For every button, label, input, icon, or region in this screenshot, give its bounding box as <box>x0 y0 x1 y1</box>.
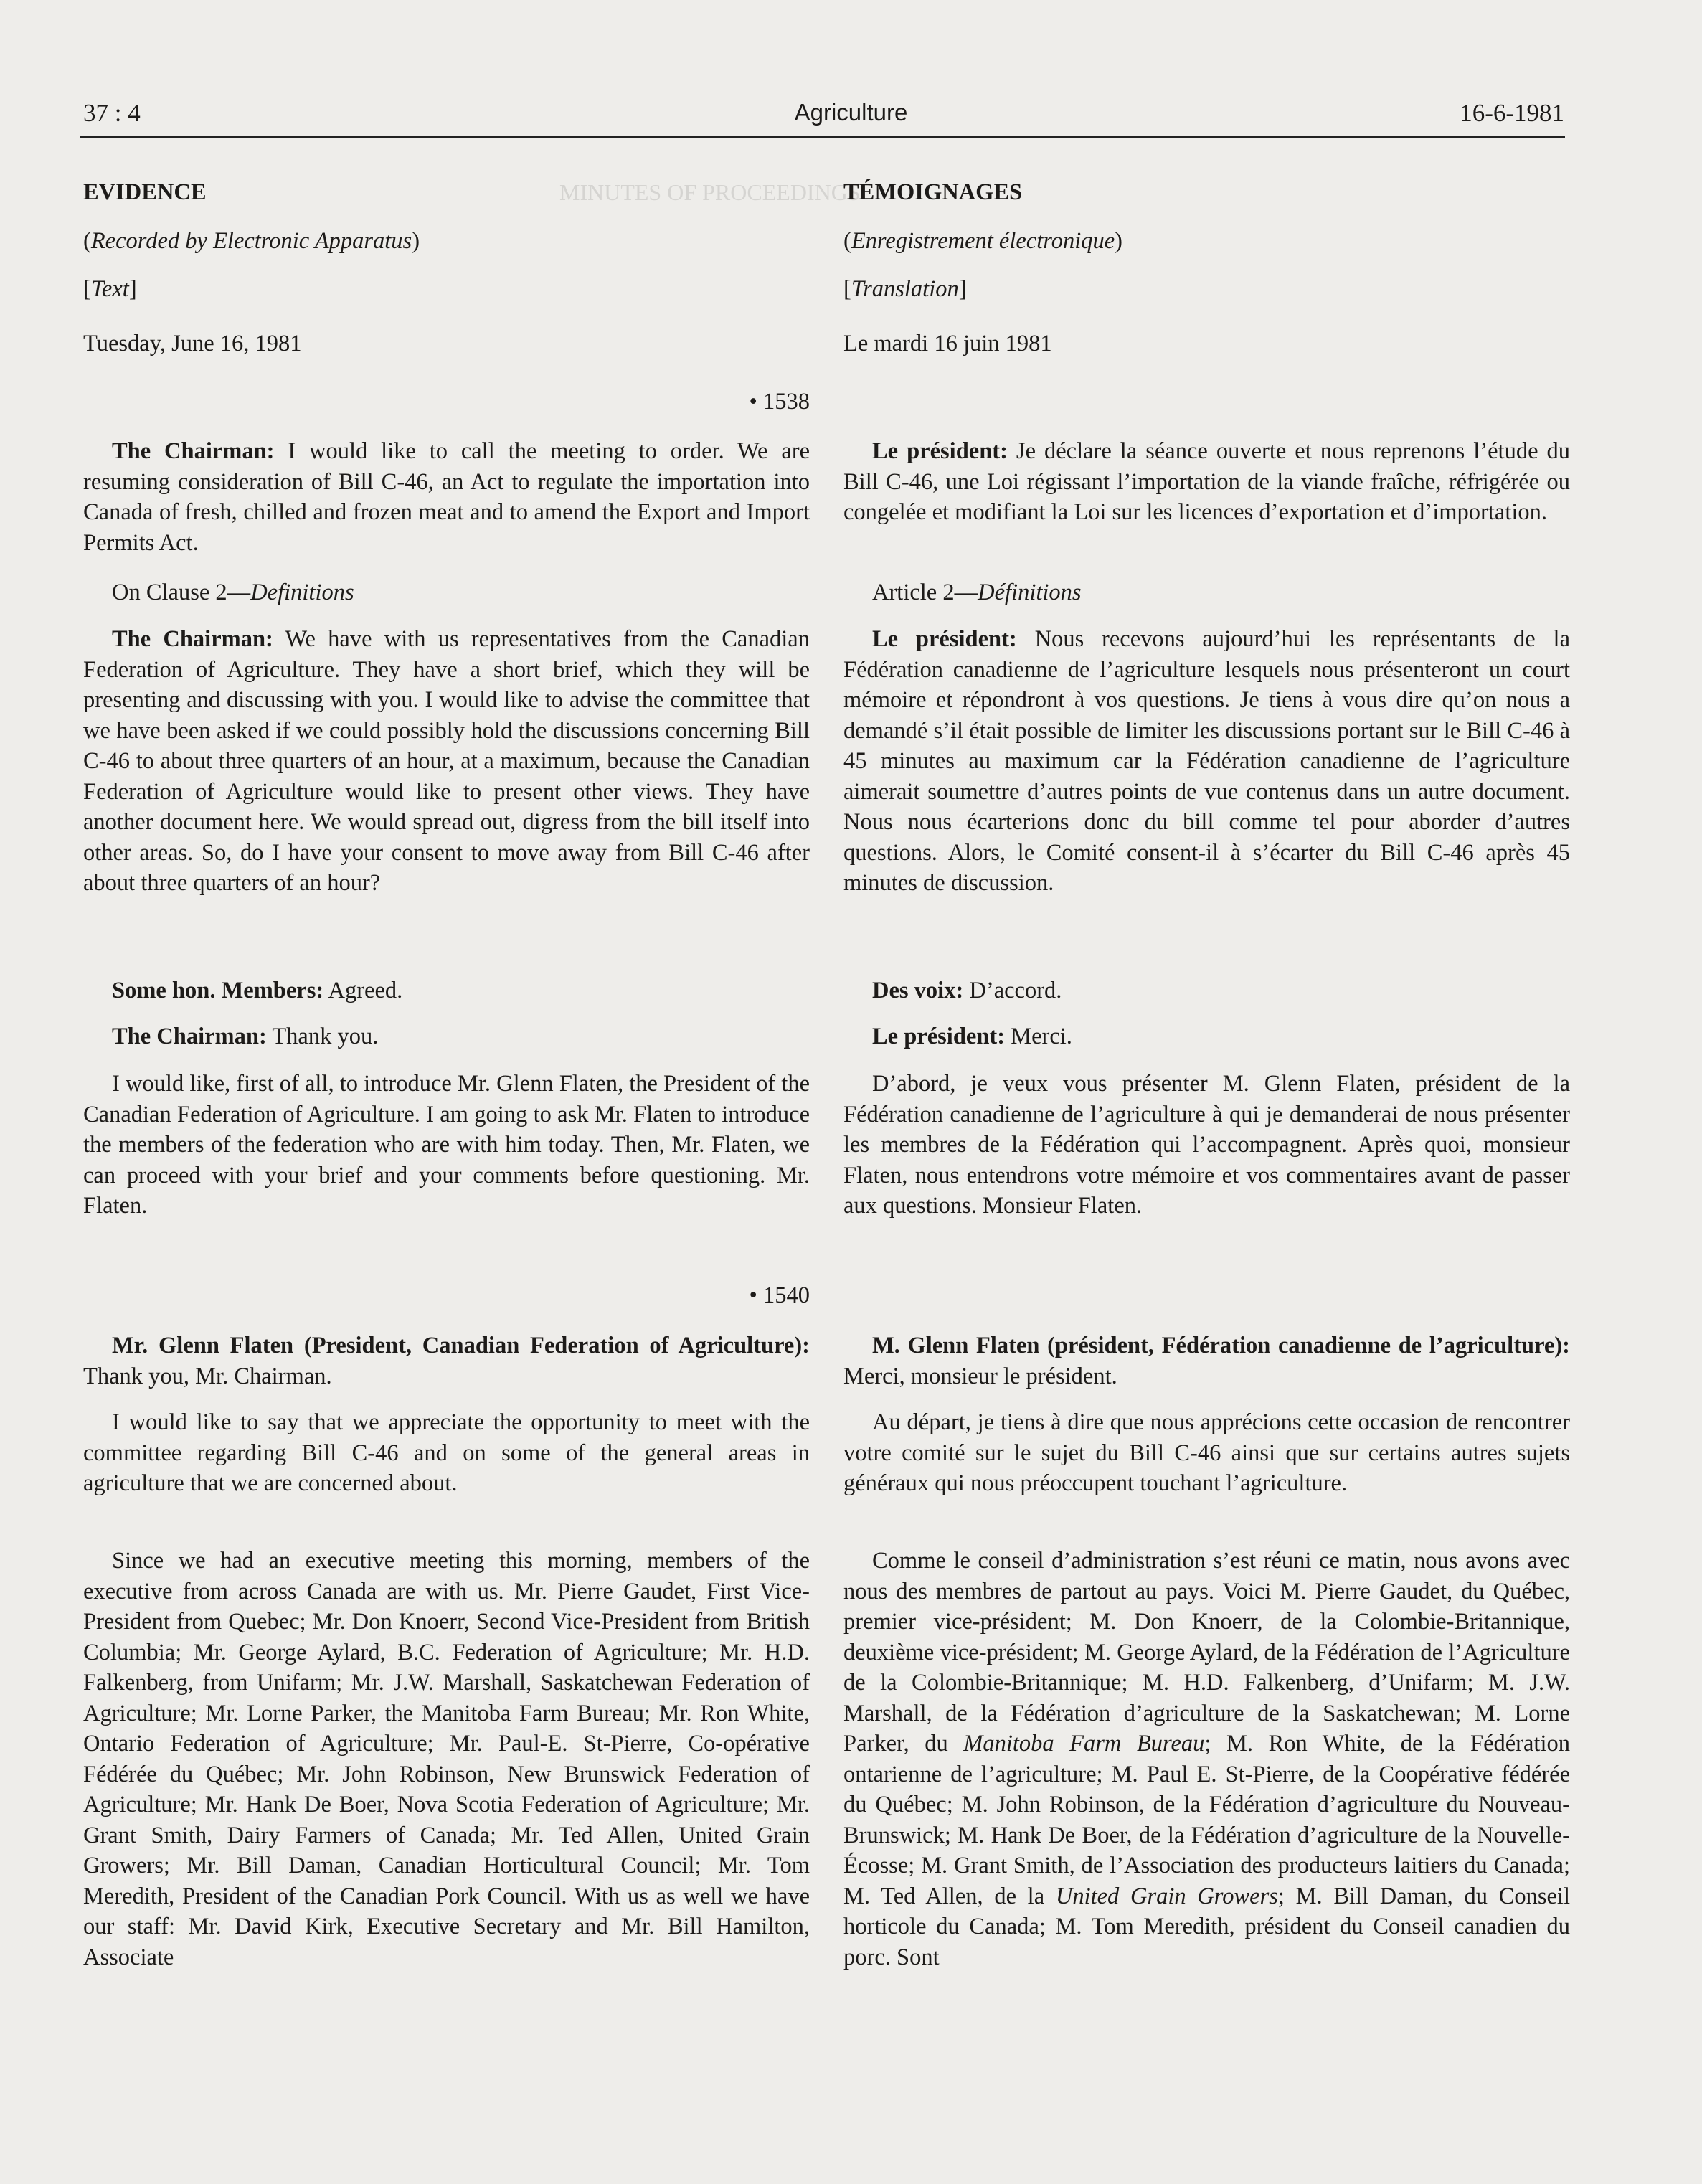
flaten-statement: Au départ, je tiens à dire que nous apprécions cette occasion de rencontrer votre comité sur le sujet du Bill C-46 ainsi que sur certains autres sujets généraux qui nous préoccupent touchant l’agriculture. <box>843 1409 1570 1496</box>
temoignages-heading: TÉMOIGNAGES <box>843 179 1023 205</box>
header-rule <box>80 136 1565 138</box>
article-title: Définitions <box>978 580 1082 605</box>
president-opening-paragraph <box>843 436 1570 528</box>
paragraph-text: Je déclare la séance ouverte et nous reprenons l’étude du Bill C-46, une Loi régissant l’importation de la viande fraîche, réfrigérée ou congelée et modifiant la Loi sur les licences d’exportation et d’importation. <box>843 438 1570 525</box>
speaker-label: The Chairman: <box>112 438 275 464</box>
recording-note-text: Enregistrement électronique <box>851 228 1115 254</box>
speaker-label: Le président: <box>872 438 1008 464</box>
speaker-label: Some hon. Members: <box>112 978 324 1003</box>
text-label-text: Text <box>90 276 129 302</box>
executive-list-paragraph: Since we had an executive meeting this morning, members of the executive from across Canada are with us. Mr. Pierre Gaudet, First Vice-President from Quebec; Mr. Don Knoerr, Second Vice-President from British Columbia; Mr. George Aylard, B.C. Federation of Agriculture; Mr. H.D. Falkenberg, from Unifarm; Mr. J.W. Marshall, Saskatchewan Federation of Agriculture; Mr. Lorne Parker, the Manitoba Farm Bureau; Mr. Ron White, Ontario Federation of Agriculture; Mr. Paul-E. St-Pierre, Co-opérative Fédérée du Québec; Mr. John Robinson, New Brunswick Federation of Agriculture; Mr. Hank De Boer, Nova Scotia Federation of Agriculture; Mr. Grant Smith, Dairy Farmers of Canada; Mr. Ted Allen, United Grain Growers; Mr. Bill Daman, Canadian Horticultural Council; Mr. Tom Meredith, President of the Canadian Pork Council. With us as well we have our staff: Mr. David Kirk, Executive Secretary and Mr. Bill Hamilton, Associate <box>83 1548 810 1970</box>
paragraph-text: We have with us representatives from the Canadian Federation of Agriculture. They have a short brief, which they will be presenting and discussing with you. I would like to advise the committee that we have been asked if we could possibly hold the discussions concerning Bill C-46 to about three quarters of an hour, at a maximum, because the Canadian Federation of Agriculture would like to present other views. They have another document here. We would spread out, digress from the bill itself into other areas. So, do I have your consent to move away from Bill C-46 after about three quarters of an hour? <box>83 626 810 896</box>
voices-reply <box>843 975 1570 1006</box>
speaker-label: Des voix: <box>872 978 964 1003</box>
paragraph-text: Comme le conseil d’administration s’est réuni ce matin, nous avons avec nous des membres de partout au pays. Voici M. Pierre Gaudet, du Québec, premier vice-président; M. Don Knoerr, de la Colombie-Britannique, deuxième vice-président; M. George Aylard, de la Fédération de l’Agriculture de la Colombie-Britannique; M. H.D. Falkenberg, d’Unifarm; M. J.W. Marshall, de la Fédération d’agriculture de la Saskatchewan; M. Lorne Parker, du <box>843 1548 1570 1757</box>
meeting-date: Le mardi 16 juin 1981 <box>843 331 1052 356</box>
introduction-paragraph: I would like, first of all, to introduce Mr. Glenn Flaten, the President of the Canadian Federation of Agriculture. I am going to ask Mr. Flaten to introduce the members of the federation who are with him today. Then, Mr. Flaten, we can proceed with your brief and your comments before questioning. Mr. Flaten. <box>83 1071 810 1219</box>
article-prefix: Article 2— <box>872 580 978 605</box>
speaker-label: Mr. Glenn Flaten (President, Canadian Federation of Agriculture): <box>112 1333 810 1358</box>
paragraph-text: Agreed. <box>323 978 403 1003</box>
article-heading <box>843 577 1570 608</box>
paragraph-text: Nous recevons aujourd’hui les représentants de la Fédération canadienne de l’agriculture lesquels nous présenteront un court mémoire et répondront à vos questions. Je tiens à vous dire qu’on nous a demandé s’il était possible de limiter les discussions portant sur le Bill C-46 à 45 minutes au maximum car la Fédération canadienne de l’agriculture aimerait soumettre d’autres points de vue contenus dans un autre document. Nous nous écarterions donc du bill comme tel pour aborder d’autres questions. Alors, le Comité consent-il à s’écarter du Bill C-46 après 45 minutes de discussion. <box>843 626 1570 896</box>
time-marker-1540: • 1540 <box>749 1282 810 1308</box>
recording-note: (Enregistrement électronique) <box>843 228 1122 254</box>
paragraph-text: D’accord. <box>963 978 1062 1003</box>
paragraph-text: I would like to call the meeting to order. We are resuming consideration of Bill C-46, an Act to regulate the importation into Canada of fresh, chilled and frozen meat and to amend the Export and Import Permits Act. <box>83 438 810 556</box>
president-consent-paragraph <box>843 624 1570 899</box>
introduction-paragraph: D’abord, je veux vous présenter M. Glenn Flaten, président de la Fédération canadienne de l’agriculture à qui je demanderai de nous présenter les membres de la Fédération qui l’accompagnent. Après quoi, monsieur Flaten, nous entendrons votre mémoire et vos commentaires avant de passer aux questions. Monsieur Flaten. <box>843 1071 1570 1219</box>
flaten-reply <box>83 1330 810 1391</box>
evidence-heading: EVIDENCE <box>83 179 207 205</box>
speaker-label: The Chairman: <box>112 626 273 652</box>
organization-name: United Grain Growers <box>1055 1883 1278 1909</box>
organization-name: Manitoba Farm Bureau <box>963 1731 1205 1757</box>
paragraph-text: Thank you, Mr. Chairman. <box>83 1363 332 1389</box>
chairman-consent-paragraph <box>83 624 810 899</box>
speaker-label: M. Glenn Flaten (président, Fédération canadienne de l’agriculture): <box>872 1333 1570 1358</box>
running-header-date: 16-6-1981 <box>1460 99 1564 127</box>
running-header-title: Agriculture <box>794 99 908 126</box>
show-through-text: MINUTES OF PROCEEDINGS <box>559 179 861 205</box>
paragraph-text: Thank you. <box>266 1024 379 1049</box>
paragraph-text: ; M. Ron White, de la Fédération ontarienne de l’agriculture; M. Paul E. St-Pierre, de la Coopérative fédérée du Québec; M. John Robinson, de la Fédération d’agriculture du Nouveau-Brunswick; M. Hank De Boer, de la Fédération d’agriculture de la Nouvelle-Écosse; M. Grant Smith, de l’Association des producteurs laitiers du Canada; M. Ted Allen, de la <box>843 1731 1570 1909</box>
chairman-opening-paragraph <box>83 436 810 558</box>
clause-prefix: On Clause 2— <box>112 580 251 605</box>
clause-title: Definitions <box>250 580 354 605</box>
speaker-label: The Chairman: <box>112 1024 267 1049</box>
text-label: [Text] <box>83 276 137 302</box>
translation-label: [Translation] <box>843 276 967 302</box>
president-thanks <box>843 1021 1570 1052</box>
paragraph-text: Merci, monsieur le président. <box>843 1363 1117 1389</box>
members-reply <box>83 975 810 1006</box>
meeting-date: Tuesday, June 16, 1981 <box>83 331 302 356</box>
paragraph-text: Merci. <box>1005 1024 1072 1049</box>
flaten-reply <box>843 1330 1570 1391</box>
recording-note: (Recorded by Electronic Apparatus) <box>83 228 420 254</box>
recording-note-text: Recorded by Electronic Apparatus <box>90 228 412 254</box>
flaten-statement: I would like to say that we appreciate the opportunity to meet with the committee regarding Bill C-46 and on some of the general areas in agriculture that we are concerned about. <box>83 1409 810 1496</box>
page-number: 37 : 4 <box>83 99 141 127</box>
speaker-label: Le président: <box>872 1024 1006 1049</box>
clause-heading <box>83 577 810 608</box>
executive-list-paragraph <box>843 1546 1570 1972</box>
translation-label-text: Translation <box>851 276 959 302</box>
chairman-thanks <box>83 1021 810 1052</box>
speaker-label: Le président: <box>872 626 1017 652</box>
time-marker-1538: • 1538 <box>749 389 810 415</box>
paragraph-text: ; M. Bill Daman, du Conseil horticole du Canada; M. Tom Meredith, président du Conseil canadien du porc. Sont <box>843 1883 1570 1970</box>
